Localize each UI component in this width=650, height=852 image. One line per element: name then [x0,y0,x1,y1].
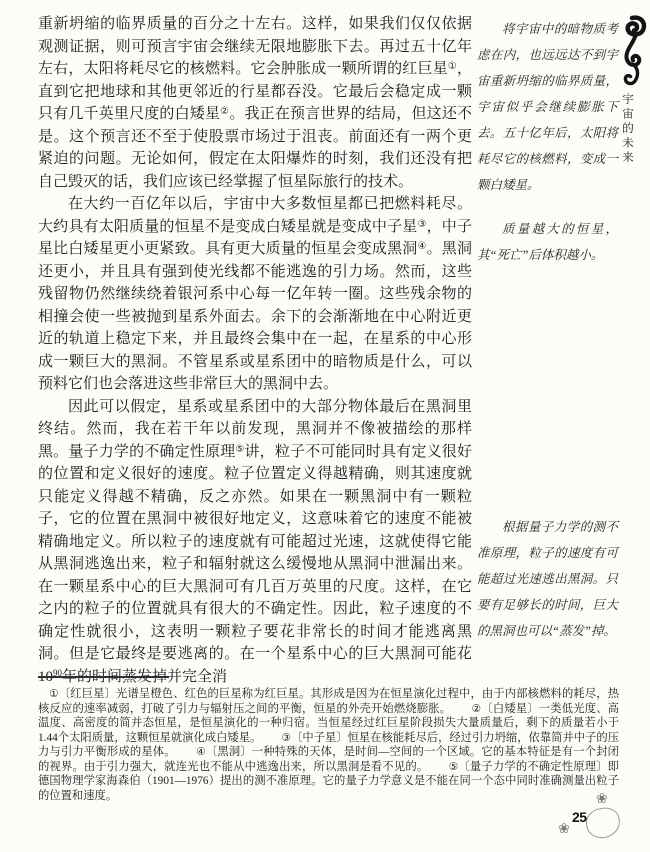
circle-ornament-icon [584,806,622,840]
footnote-marker: ④ [196,746,206,758]
footnote-separator [38,676,169,678]
footnote-marker: ⑤ [448,760,459,773]
flower-icon: ❀ [596,791,608,807]
footnote-ref: ② [220,106,230,117]
exponent: 90 [53,667,62,678]
footnote-ref: ⑤ [235,443,245,455]
footnotes-block: ①〔红巨星〕光谱呈橙色、红色的巨星称为红巨星。其形成是因为在恒星演化过程中，由于内部核燃料的耗尽，热核反应的速率减弱，打破了引力与辐射压之间的平衡，恒星的外壳开始燃烧膨胀。 ②〔白矮星〕一类低光度、高温度、高密度的简并态恒星，是恒星演化的一种归宿。当恒星经过红巨星阶段损失大量质量后，剩下的质量若小于1.44个太阳质量，这颗恒星就演化成白矮星。 ③〔中子星〕恒星在核能耗尽后，经过引力坍缩，依靠简并中子的压力与引力平衡形成的星体。 ④〔黑洞〕一种特殊的天体，是时间—空间的一个区域。它的基本特征是有一个封闭的视界。由于引力强大，就连光也不能从中逃逸出来，所以黑洞是看不见的。 ⑤〔量子力学的不确定性原理〕即德国物理学家海森伯（1901—1976）提出的测不准原理。它的量子力学意义是不能在同一个态中同时准确测量出粒子的位置和速度。 [38,688,619,802]
margin-note: 质量越大的恒星，其“死亡”后体积越小。 [477,222,618,262]
footnote-ref: ③ [417,218,427,230]
paragraph: 重新坍缩的临界质量的百分之十左右。这样，如果我们仅仅依据观测证据，则可预言宇宙会继续无限地膨胀下去。再过五十亿年左右，太阳将耗尽它的核燃料。它会肿胀成一颗所谓的红巨星①，直到它把地球和其他更邻近的行星都吞没。它最后会稳定成一颗只有几千英里尺度的白矮星②。我正在预言世界的结局，但这还不是。这个预言还不至于使股票市场过于沮丧。前面还有一两个更紧迫的问题。无论如何，假定在太阳爆炸的时刻，我们还没有把自己毁灭的话，我们应该已经掌握了恒星际旅行的技术。 [38,16,472,190]
chapter-side-title: 宇宙的未来 [621,93,633,166]
main-text-column [38,13,472,688]
footnote-ref: ④ [417,241,427,252]
footnote-marker: ① [49,688,59,700]
paragraph: 在大约一百亿年以后，宇宙中大多数恒星都已把燃料耗尽。大约具有太阳质量的恒星不是变成白矮星就是变成中子星③，中子星比白矮星更小更紧致。具有更大质量的恒星会变成黑洞④。黑洞还更小，并且具有强到使光线都不能逃逸的引力场。然而，这些残留物仍然继续绕着银河系中心每一亿年转一圈。这些残余物的相撞会使一些被抛到星系外面去。余下的会渐渐地在中心附近更近的轨道上稳定下来，并且最终会集中在一起，在星系的中心形成一颗巨大的黑洞。不管星系或星系团中的暗物质是什么，可以预料它们也会落进这些非常巨大的黑洞中去。 [38,196,472,392]
footnote-ref: ① [447,61,457,72]
footnote-marker: ③ [281,731,292,744]
page-number: 25 [572,809,587,825]
flower-icon: ❀ [558,821,570,837]
margin-note: 根据量子力学的测不准原理，粒子的速度有可能超过光速逃出黑洞。只要有足够长的时间，巨大的黑洞也可以“蒸发”掉。 [477,520,618,638]
margin-note: 将宇宙中的暗物质考虑在内，也远远达不到宇宙重新坍缩的临界质量，宇宙似乎会继续膨胀下去。五十亿年后，太阳将耗尽它的核燃料，变成一颗白矮星。 [477,22,618,192]
paragraph: 因此可以假定，星系或星系团中的大部分物体最后在黑洞里终结。然而，我在若干年以前发现，黑洞并不像被描绘的那样黑。量子力学的不确定性原理⑤讲，粒子不可能同时具有定义很好的位置和定义很好的速度。粒子位置定义得越精确，则其速度就只能定义得越不精确，反之亦然。如果在一颗黑洞中有一颗粒子，它的位置在黑洞中被很好地定义，这意味着它的速度不能被精确地定义。所以粒子的速度就有可能超过光速，这就使得它能从黑洞逃逸出来，粒子和辐射就这么缓慢地从黑洞中泄漏出来。在一颗星系中心的巨大黑洞可有几百万英里的尺度。这样，在它之内的粒子的位置就具有很大的不确定性。因此，粒子速度的不确定性就很小，这表明一颗粒子要花非常长的时间才能逃离黑洞。但是它最终是要逃离的。在一个星系中心的巨大黑洞可能花$10^{90}$年的时间蒸发掉并完全消 [38,398,472,685]
page-number-stamp [552,792,642,847]
chapter-ornament-icon [616,15,648,87]
footnote-marker: ② [471,702,482,715]
